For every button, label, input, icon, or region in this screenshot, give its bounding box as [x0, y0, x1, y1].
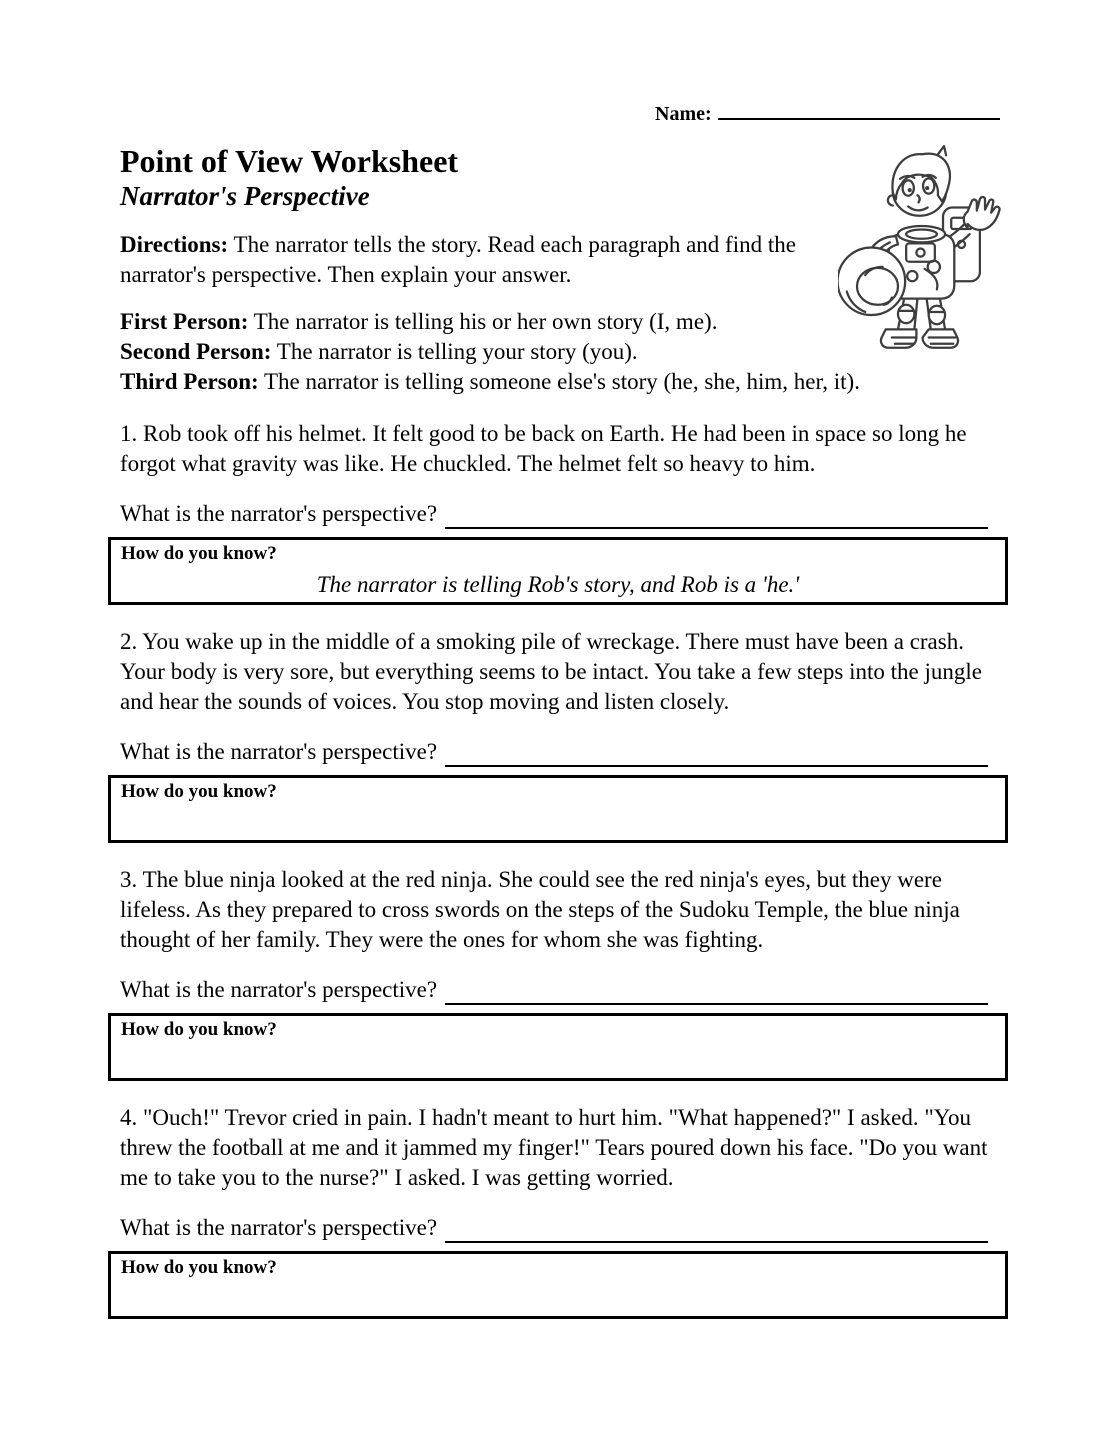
third-person-text: The narrator is telling someone else's story (he, she, him, her, it). — [263, 369, 860, 394]
perspective-question-label: What is the narrator's perspective? — [120, 739, 438, 764]
definition-third-person — [120, 367, 988, 397]
how-do-you-know-label: How do you know? — [121, 543, 277, 564]
question-paragraph-text: "Ouch!" Trevor cried in pain. I hadn't meant to hurt him. "What happened?" I asked. "You threw the football at me and it jammed my finger!" Tears poured down his face. "Do you want me to take you to the nurse?" I asked. I was getting worried. — [120, 1105, 988, 1190]
how-do-you-know-label: How do you know? — [121, 781, 277, 802]
question-number: 2. — [120, 629, 138, 654]
question-block-3 — [120, 865, 988, 1081]
question-block-1 — [120, 419, 988, 605]
perspective-answer-blank-1 — [445, 507, 988, 529]
question-block-2 — [120, 627, 988, 843]
directions-text: The narrator tells the story. Read each paragraph and find the narrator's perspective. Then explain your answer. — [120, 232, 796, 287]
perspective-question-label: What is the narrator's perspective? — [120, 977, 438, 1002]
question-number: 3. — [120, 867, 138, 892]
first-person-text: The narrator is telling his or her own story (I, me). — [253, 309, 718, 334]
written-answer-1: The narrator is telling Rob's story, and Rob is a 'he.' — [316, 572, 800, 597]
question-number: 4. — [120, 1105, 138, 1130]
perspective-question-row-1 — [120, 499, 988, 529]
perspective-question-row-4 — [120, 1213, 988, 1243]
how-do-you-know-box-4 — [108, 1251, 1008, 1319]
directions — [120, 230, 832, 290]
question-block-4 — [120, 1103, 988, 1319]
how-do-you-know-box-1 — [108, 537, 1008, 605]
question-number: 1. — [120, 421, 138, 446]
name-blank-line — [718, 100, 1000, 120]
perspective-question-label: What is the narrator's perspective? — [120, 1215, 438, 1240]
question-paragraph-text: You wake up in the middle of a smoking pile of wreckage. There must have been a crash. Your body is very sore, but everything seems to be intact. You take a few steps into the jungle and hear the sounds of voices. You stop moving and listen closely. — [120, 629, 982, 714]
third-person-label: Third Person: — [120, 369, 259, 394]
question-paragraph-text: Rob took off his helmet. It felt good to be back on Earth. He had been in space so long he forgot what gravity was like. He chuckled. The helmet felt so heavy to him. — [120, 421, 967, 476]
second-person-text: The narrator is telling your story (you). — [276, 339, 638, 364]
first-person-label: First Person: — [120, 309, 249, 334]
story-paragraph-4 — [120, 1103, 988, 1193]
question-paragraph-text: The blue ninja looked at the red ninja. She could see the red ninja's eyes, but they were lifeless. As they prepared to cross swords on the steps of the Sudoku Temple, the blue ninja thought of her family. They were the ones for whom she was fighting. — [120, 867, 960, 952]
story-paragraph-1 — [120, 419, 988, 479]
astronaut-boy-illustration — [838, 142, 1003, 357]
perspective-question-label: What is the narrator's perspective? — [120, 501, 438, 526]
written-answer-3 — [121, 1048, 995, 1074]
page-subtitle: Narrator's Perspective — [120, 181, 370, 211]
perspective-question-row-2 — [120, 737, 988, 767]
how-do-you-know-box-3 — [108, 1013, 1008, 1081]
second-person-label: Second Person: — [120, 339, 272, 364]
how-do-you-know-box-2 — [108, 775, 1008, 843]
how-do-you-know-label: How do you know? — [121, 1257, 277, 1278]
page-title: Point of View Worksheet — [120, 143, 459, 179]
name-row — [655, 100, 1000, 126]
perspective-answer-blank-3 — [445, 983, 988, 1005]
perspective-answer-blank-4 — [445, 1221, 988, 1243]
story-paragraph-2 — [120, 627, 988, 717]
directions-label: Directions: — [120, 232, 229, 257]
perspective-question-row-3 — [120, 975, 988, 1005]
story-paragraph-3 — [120, 865, 988, 955]
name-label: Name: — [655, 103, 712, 125]
written-answer-4 — [121, 1286, 995, 1312]
how-do-you-know-label: How do you know? — [121, 1019, 277, 1040]
written-answer-2 — [121, 810, 995, 836]
perspective-answer-blank-2 — [445, 745, 988, 767]
